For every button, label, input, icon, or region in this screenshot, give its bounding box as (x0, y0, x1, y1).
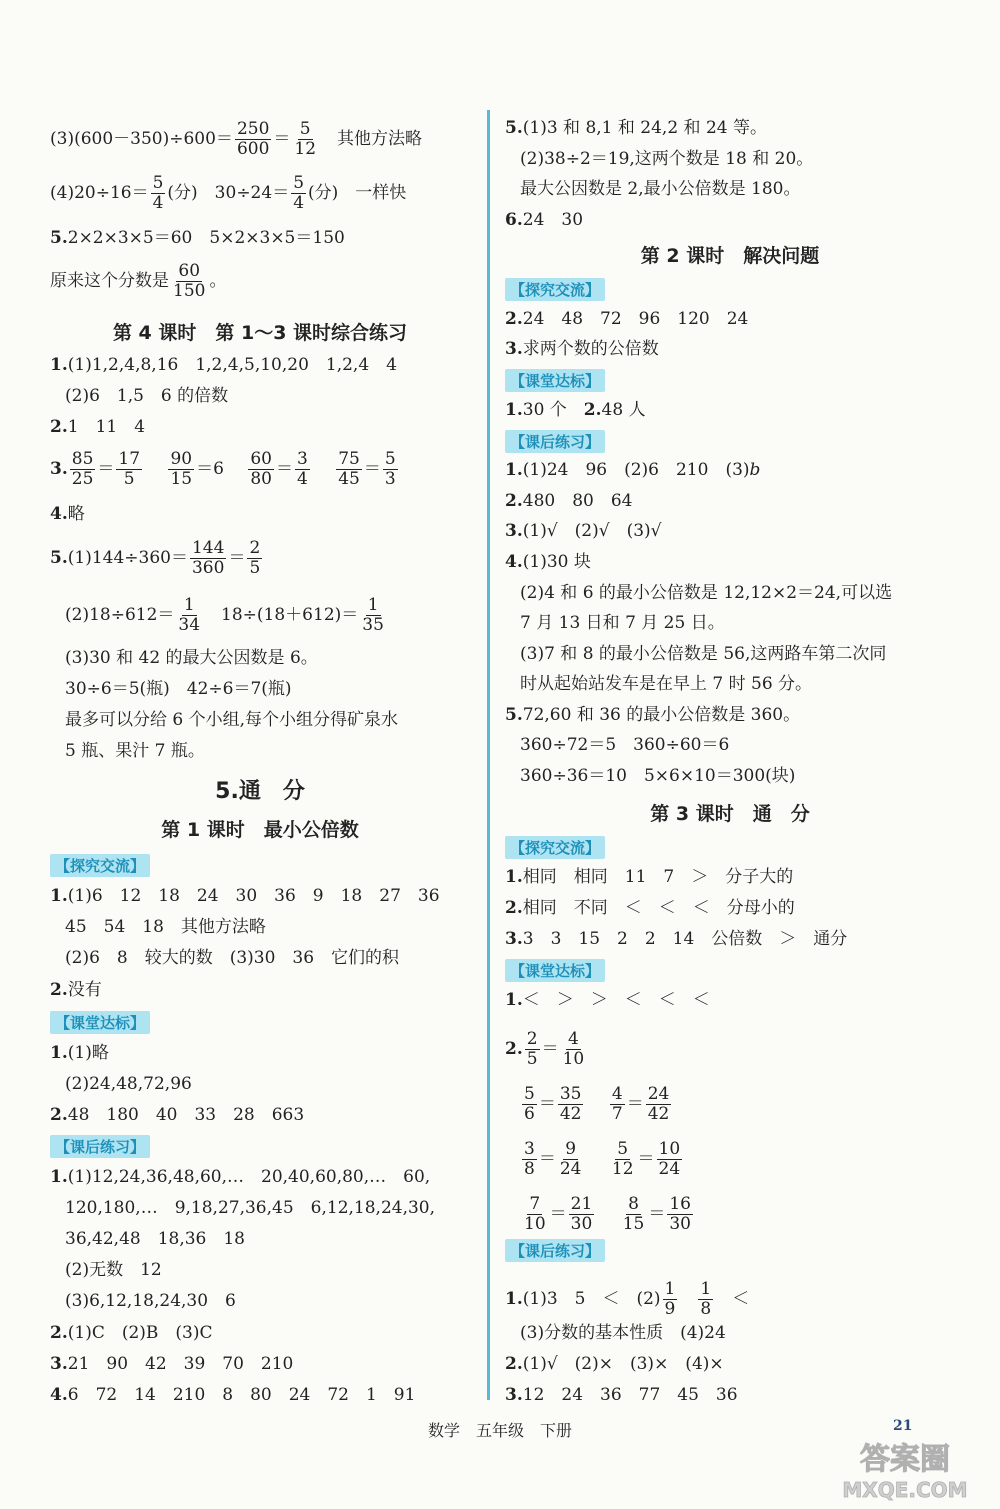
answer-line: (3)30 和 42 的最大公因数是 6。 (65, 648, 318, 668)
watermark-bottom-text: MXQE.COM (842, 1478, 968, 1502)
answer-line: 4.6 72 14 210 8 80 24 72 1 91 (50, 1385, 416, 1405)
section-tag: 【课后练习】 (505, 430, 605, 453)
answer-line: $\frac{5}{6}$ ＝ $\frac{35}{42}$ $\frac{4}{7}$ ＝ $\frac{24}{42}$ (524, 1084, 670, 1124)
answer-line: 5.72,60 和 36 的最小公倍数是 360。 (505, 705, 801, 725)
watermark-top-text: 答案圈 (860, 1442, 950, 1477)
answer-line: (3)分数的基本性质 (4)24 (520, 1323, 726, 1343)
page-number: 21 (893, 1418, 913, 1434)
answer-line: 5 瓶、果汁 7 瓶。 (65, 741, 205, 761)
answer-line: (2)38÷2＝19,这两个数是 18 和 20。 (520, 149, 814, 169)
section-tag: 【课后练习】 (505, 1239, 605, 1262)
answer-line: (2)6 1,5 6 的倍数 (65, 386, 229, 406)
section-tag: 【探究交流】 (505, 278, 605, 301)
section-tag: 【探究交流】 (505, 836, 605, 859)
answer-line: 4.略 (50, 504, 85, 524)
answer-line: (2)18÷612＝ $\frac{1}{34}$ 18÷(18＋612)＝ $\frac{1}{35}$ (65, 595, 384, 635)
answer-line: (3)(600－350)÷600＝ $\frac{250}{600}$ ＝ $\frac{5}{12}$ 其他方法略 (50, 119, 423, 159)
answer-line: (2)6 8 较大的数 (3)30 36 它们的积 (65, 948, 400, 968)
answer-line: 5.(1)144÷360＝ $\frac{144}{360}$ ＝ $\frac{2}{5}$ (50, 538, 261, 578)
answer-line: (4)20÷16＝ $\frac{5}{4}$ (分) 30÷24＝ $\frac{5}{4}$ (分) 一样快 (50, 173, 407, 213)
answer-line: 120,180,… 9,18,27,36,45 6,12,18,24,30, (65, 1198, 436, 1218)
answer-line: (2)24,48,72,96 (65, 1074, 192, 1094)
section-tag: 【课堂达标】 (505, 959, 605, 982)
answer-line: 2.24 48 72 96 120 24 (505, 309, 749, 329)
answer-line: $\frac{3}{8}$ ＝ $\frac{9}{24}$ $\frac{5}{12}$ ＝ $\frac{10}{24}$ (524, 1139, 681, 1179)
answer-line: 2.没有 (50, 980, 102, 1000)
section-heading: 第 3 课时 通 分 (650, 803, 810, 825)
answer-line: 2.相同 不同 ＜ ＜ ＜ 分母小的 (505, 898, 795, 918)
answer-line: 1.(1)3 5 ＜ (2) $\frac{1}{9}$ $\frac{1}{8}$ ＜ (505, 1279, 750, 1319)
answer-line: 3.求两个数的公倍数 (505, 339, 659, 359)
section-heading: 第 4 课时 第 1～3 课时综合练习 (112, 322, 408, 344)
answer-line: 1.相同 相同 11 7 ＞ 分子大的 (505, 867, 794, 887)
answer-line: 4.(1)30 块 (505, 552, 591, 572)
answer-line: 2.48 180 40 33 28 663 (50, 1105, 305, 1125)
section-tag: 【探究交流】 (50, 854, 150, 877)
answer-line: 3. $\frac{85}{25}$ ＝ $\frac{17}{5}$ $\frac{90}{15}$ ＝6 $\frac{60}{80}$ ＝ $\frac{3}{4}$ $\frac{75}{45}$ ＝ $\frac{5}{3}$ (50, 449, 396, 489)
answer-line: 3.21 90 42 39 70 210 (50, 1354, 294, 1374)
answer-line: 原来这个分数是 $\frac{60}{150}$ 。 (50, 261, 227, 301)
answer-line: 最大公因数是 2,最小公倍数是 180。 (520, 179, 801, 199)
answer-line: (2)4 和 6 的最小公倍数是 12,12×2＝24,可以选 (520, 583, 893, 603)
answer-line: 5.(1)3 和 8,1 和 24,2 和 24 等。 (505, 118, 767, 138)
answer-line: (3)6,12,18,24,30 6 (65, 1291, 236, 1311)
section-tag: 【课后练习】 (50, 1135, 150, 1158)
watermark-logo (820, 1435, 990, 1505)
answer-line: 1.(1)24 96 (2)6 210 (3)b (505, 460, 761, 480)
answer-line: 最多可以分给 6 个小组,每个小组分得矿泉水 (65, 710, 399, 730)
section-tag: 【课堂达标】 (505, 369, 605, 392)
answer-line: 时从起始站发车是在早上 7 时 56 分。 (520, 674, 813, 694)
answer-line: 5.2×2×3×5＝60 5×2×3×5＝150 (50, 228, 345, 248)
answer-line: 1.(1)略 (50, 1043, 109, 1063)
answer-line: 360÷72＝5 360÷60＝6 (520, 735, 730, 755)
answer-line: 3.3 3 15 2 2 14 公倍数 ＞ 通分 (505, 929, 848, 949)
answer-line: 1.＜ ＞ ＞ ＜ ＜ ＜ (505, 990, 710, 1010)
answer-line: 2.480 80 64 (505, 491, 633, 511)
answer-line: 36,42,48 18,36 18 (65, 1229, 246, 1249)
answer-line: (2)无数 12 (65, 1260, 162, 1280)
answer-line: $\frac{7}{10}$ ＝ $\frac{21}{30}$ $\frac{8}{15}$ ＝ $\frac{16}{30}$ (524, 1194, 691, 1234)
answer-line: 7 月 13 日和 7 月 25 日。 (520, 613, 725, 633)
answer-line: 6.24 30 (505, 210, 584, 230)
answer-line: 1.(1)1,2,4,8,16 1,2,4,5,10,20 1,2,4 4 (50, 355, 397, 375)
answer-line: 2. $\frac{2}{5}$ ＝ $\frac{4}{10}$ (505, 1029, 585, 1069)
answer-line: 1.(1)6 12 18 24 30 36 9 18 27 36 (50, 886, 440, 906)
section-tag: 【课堂达标】 (50, 1011, 150, 1034)
answer-line: 3.(1)√ (2)√ (3)√ (505, 521, 662, 541)
column-divider (487, 110, 490, 1400)
answer-line: 45 54 18 其他方法略 (65, 917, 266, 937)
answer-line: 1.30 个 2.48 人 (505, 400, 646, 420)
answer-line: 2.(1)√ (2)× (3)× (4)× (505, 1354, 724, 1374)
answer-line: 1.(1)12,24,36,48,60,… 20,40,60,80,… 60, (50, 1167, 431, 1187)
answer-line: 30÷6＝5(瓶) 42÷6＝7(瓶) (65, 679, 292, 699)
section-heading: 第 1 课时 最小公倍数 (161, 819, 359, 841)
answer-line: 2.1 11 4 (50, 417, 146, 437)
answer-line: 2.(1)C (2)B (3)C (50, 1323, 213, 1343)
answer-line: 3.12 24 36 77 45 36 (505, 1385, 738, 1405)
answer-line: 360÷36＝10 5×6×10＝300(块) (520, 766, 796, 786)
chapter-heading: 5.通 分 (215, 779, 305, 804)
answer-line: (3)7 和 8 的最小公倍数是 56,这两路车第二次同 (520, 644, 887, 664)
page-footer: 数学 五年级 下册 (427, 1421, 572, 1440)
section-heading: 第 2 课时 解决问题 (640, 245, 820, 267)
